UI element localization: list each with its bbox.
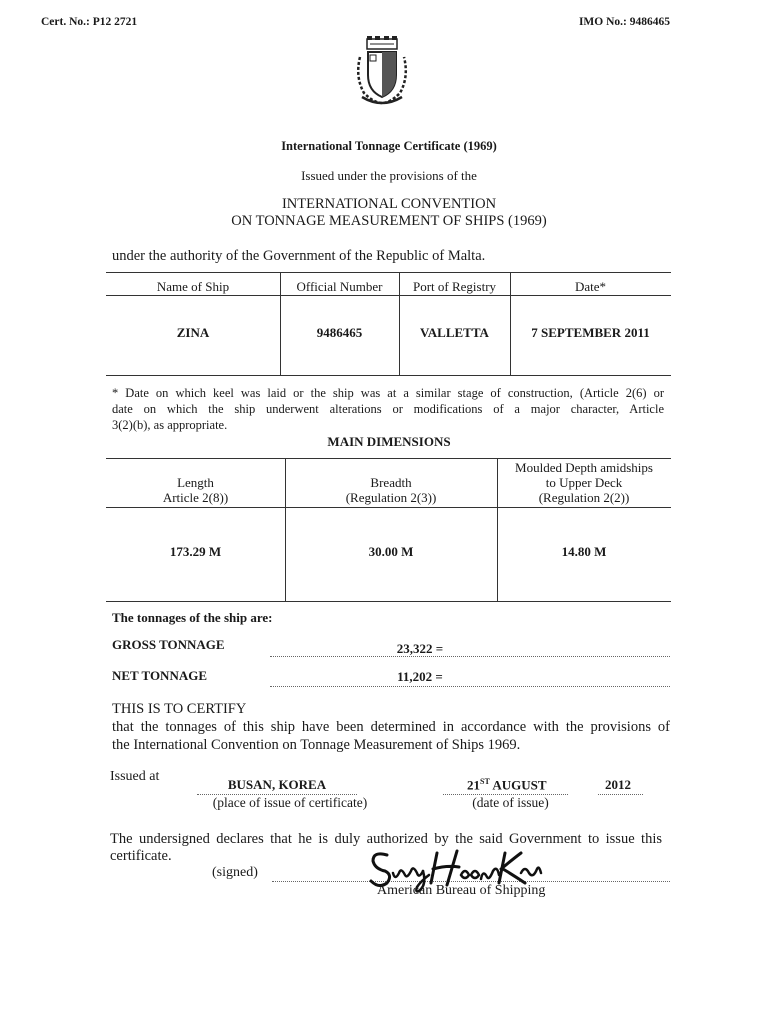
header-length-line-2: Article 2(8)) <box>162 490 229 505</box>
length-value: 173.29 M <box>169 544 222 559</box>
authority-text: under the authority of the Government of the Republic of Malta. <box>112 248 486 264</box>
header-moulded-depth <box>497 460 671 505</box>
footnote-line-3: 3(2)(b), as appropriate. <box>112 418 228 432</box>
breadth-value: 30.00 M <box>368 544 414 559</box>
port-of-registry: VALLETTA <box>420 325 489 340</box>
tonnages-intro: The tonnages of the ship are: <box>112 610 273 625</box>
header-breadth-line-1: Breadth <box>370 475 412 490</box>
main-dimensions-heading: MAIN DIMENSIONS <box>327 434 451 449</box>
header-length-line-1: Length <box>177 475 214 490</box>
header-length <box>106 475 285 505</box>
header-breadth <box>285 475 497 505</box>
coat-of-arms-emblem <box>352 35 412 107</box>
certify-line-1: that the tonnages of this ship have been determined in accordance with the provisions of <box>112 719 670 735</box>
header-port-of-registry: Port of Registry <box>412 279 497 294</box>
issued-at-label: Issued at <box>110 769 160 784</box>
year-of-issue: 2012 <box>605 777 631 792</box>
convention-line-1: INTERNATIONAL CONVENTION <box>281 196 497 212</box>
header-name-of-ship: Name of Ship <box>156 279 230 294</box>
header-depth-line-1: Moulded Depth amidships <box>515 460 653 475</box>
date-month: AUGUST <box>492 777 547 793</box>
net-tonnage-value: 11,202 = <box>397 669 443 684</box>
coat-of-arms-icon <box>352 35 412 107</box>
date-suffix: ST <box>480 777 490 786</box>
declaration-line-2: certificate. <box>110 848 172 864</box>
place-of-issue: BUSAN, KOREA <box>227 777 327 792</box>
official-number: 9486465 <box>316 325 363 340</box>
date-day: 21 <box>467 777 480 793</box>
depth-value: 14.80 M <box>561 544 607 559</box>
declaration-line-1: The undersigned declares that he is duly authorized by the said Government to issue this <box>110 831 662 847</box>
certify-heading: THIS IS TO CERTIFY <box>112 701 247 717</box>
footnote-line-2: date on which the ship underwent alterations or modifications of a major character, Article <box>112 402 664 416</box>
cert-number: Cert. No.: P12 2721 <box>41 16 138 28</box>
header-official-number: Official Number <box>296 279 383 294</box>
signed-label: (signed) <box>212 865 258 880</box>
ship-name: ZINA <box>176 325 210 340</box>
issuer-name: American Bureau of Shipping <box>377 883 546 898</box>
convention-line-2: ON TONNAGE MEASUREMENT OF SHIPS (1969) <box>231 213 547 229</box>
footnote-line-1: * Date on which keel was laid or the ship was at a similar stage of construction, (Article 2(6) or <box>112 386 664 400</box>
place-of-issue-caption: (place of issue of certificate) <box>212 795 368 810</box>
imo-number: IMO No.: 9486465 <box>578 16 670 28</box>
net-tonnage-label: NET TONNAGE <box>112 668 208 683</box>
header-depth-line-2: to Upper Deck <box>545 475 623 490</box>
gross-tonnage-value: 23,322 = <box>396 641 444 656</box>
certify-line-2: the International Convention on Tonnage Measurement of Ships 1969. <box>112 737 521 753</box>
header-breadth-line-2: (Regulation 2(3)) <box>345 490 437 505</box>
gross-tonnage-label: GROSS TONNAGE <box>112 637 225 652</box>
issued-under-text: Issued under the provisions of the <box>301 168 477 183</box>
certificate-title: International Tonnage Certificate (1969) <box>281 139 497 153</box>
header-date: Date* <box>574 279 607 294</box>
keel-date: 7 SEPTEMBER 2011 <box>531 325 650 340</box>
date-of-issue <box>467 777 547 793</box>
date-of-issue-caption: (date of issue) <box>472 795 549 810</box>
header-depth-line-3: (Regulation 2(2)) <box>538 490 630 505</box>
